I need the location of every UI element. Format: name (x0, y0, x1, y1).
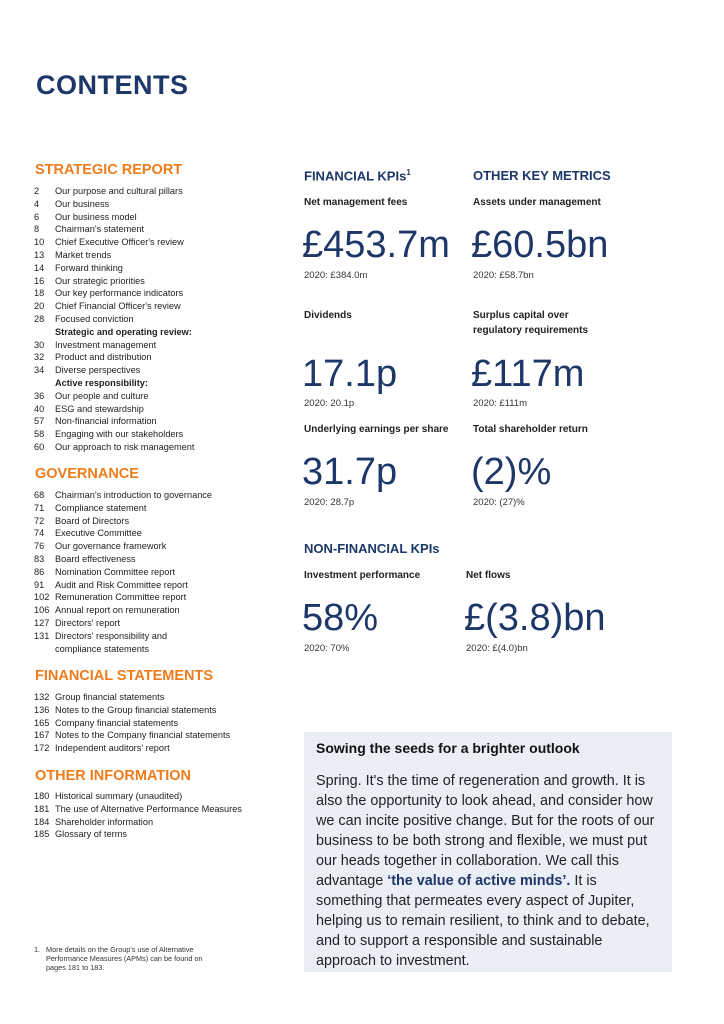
toc-entry (34, 742, 230, 755)
dividends-prior: 2020: 20.1p (304, 398, 355, 409)
investment-performance-label: Investment performance (304, 570, 421, 581)
toc-entry-label: Executive Committee (55, 528, 142, 539)
toc-entry-label: Chief Financial Officer's review (55, 301, 181, 312)
toc-entry-label: Our key performance indicators (55, 288, 184, 299)
callout-emphasis: ‘the value of active minds’. (387, 873, 571, 889)
tsr-value: (2)% (471, 451, 552, 493)
toc-entry-label: Historical summary (unaudited) (55, 791, 183, 801)
toc-page-number: 72 (34, 515, 45, 526)
toc-entry (34, 579, 212, 592)
toc-entry (34, 527, 212, 540)
toc-entry-label: Our business model (55, 211, 137, 222)
toc-page-number: 58 (34, 429, 45, 440)
toc-page-number: 127 (34, 617, 50, 628)
toc-entry-label: Our business (55, 198, 110, 209)
toc-page-number: 6 (34, 211, 40, 222)
toc-entry-label: Independent auditors' report (55, 743, 170, 754)
toc-entry (34, 339, 194, 352)
toc-entry (34, 415, 194, 428)
toc-entry (34, 262, 194, 275)
net-flows-label: Net flows (466, 570, 511, 581)
toc-entry (34, 566, 212, 579)
toc-page-number: 36 (34, 390, 45, 401)
toc-entry (34, 816, 242, 829)
toc-page-number: 60 (34, 441, 45, 452)
page-title: CONTENTS (36, 70, 189, 100)
financial-kpis-heading: FINANCIAL KPIs$^1$ (304, 168, 411, 184)
toc-entry-label: Compliance statement (55, 502, 147, 513)
toc-entry (34, 790, 242, 803)
toc-page-number: 181 (34, 803, 50, 814)
investment-performance-prior: 2020: 70% (304, 643, 350, 654)
toc-entry (34, 249, 194, 262)
governance-list (34, 489, 212, 655)
toc-entry-label: Notes to the Group financial statements (55, 704, 217, 715)
toc-entry-label: Group financial statements (55, 692, 165, 702)
toc-page-number: 13 (34, 249, 45, 260)
dividends-label: Dividends (304, 310, 352, 321)
toc-entry-label: Chairman's introduction to governance (55, 490, 213, 500)
toc-entry (34, 275, 194, 288)
toc-entry-label: Focused conviction (55, 313, 134, 324)
toc-entry-label: Chief Executive Officer's review (55, 237, 184, 248)
toc-entry (34, 630, 212, 656)
toc-entry-label: Glossary of terms (55, 829, 127, 840)
tsr-prior: 2020: (27)% (473, 497, 525, 508)
toc-entry (34, 185, 194, 198)
toc-entry (34, 617, 212, 630)
toc-entry (34, 489, 212, 502)
dividends-value: 17.1p (302, 353, 398, 395)
toc-page-number: 131 (34, 630, 50, 641)
callout-title: Sowing the seeds for a brighter outlook (316, 740, 580, 756)
eps-value: 31.7p (302, 451, 398, 493)
toc-page-number: 57 (34, 416, 45, 427)
callout-body: Spring. It's the time of regeneration and growth. It is also the opportunity to look ahead, and consider how we can incite positive change. But for the roots of our business to be both strong and flexible, we must put our heads together in collaboration. We call this advantage ‘the value of active minds’. It is something that permeates every aspect of Jupiter, helping us to remain resilient, to think and to debate, and to support a responsible and sustainable approach to investment. (316, 773, 655, 969)
surplus-capital-prior: 2020: £111m (473, 398, 528, 409)
toc-page-number: 28 (34, 313, 45, 324)
toc-entry-label: Diverse perspectives (55, 365, 141, 376)
toc-entry (34, 300, 194, 313)
toc-entry (34, 287, 194, 300)
toc-entry-label: Board effectiveness (55, 553, 136, 564)
toc-entry (34, 403, 194, 416)
toc-page-number: 20 (34, 301, 45, 312)
toc-page-number: 34 (34, 365, 45, 376)
toc-entry (34, 691, 230, 704)
toc-entry-label: Board of Directors (55, 515, 130, 526)
toc-entry-label: Forward thinking (55, 262, 123, 273)
other-information-list (34, 790, 242, 841)
toc-page-number: 106 (34, 605, 50, 616)
toc-page-number: 136 (34, 704, 50, 715)
toc-entry (34, 390, 194, 403)
toc-page-number: 184 (34, 816, 50, 827)
toc-page-number: 40 (34, 403, 45, 414)
toc-entry (34, 364, 194, 377)
toc-page-number: 83 (34, 553, 45, 564)
toc-entry (34, 828, 242, 841)
toc-entry-label: Our purpose and cultural pillars (55, 186, 183, 196)
toc-entry-label: Active responsibility: (55, 377, 148, 388)
toc-entry-label: ESG and stewardship (55, 403, 144, 414)
toc-page-number: 71 (34, 502, 45, 513)
toc-page-number: 30 (34, 339, 45, 350)
toc-entry (34, 729, 230, 742)
surplus-capital-value: £117m (471, 353, 585, 395)
toc-entry-label: Audit and Risk Committee report (55, 579, 188, 590)
toc-entry-label: Shareholder information (55, 816, 154, 827)
toc-entry-label: Market trends (55, 249, 112, 260)
toc-entry (34, 326, 194, 339)
toc-entry-label: Our strategic priorities (55, 275, 145, 286)
toc-page-number: 91 (34, 579, 45, 590)
toc-entry (34, 236, 194, 249)
toc-entry-label: Company financial statements (55, 717, 179, 728)
governance-heading: GOVERNANCE (35, 466, 139, 482)
toc-page-number: 102 (34, 592, 50, 603)
toc-page-number: 8 (34, 224, 40, 235)
toc-page-number: 180 (34, 791, 50, 801)
investment-performance-value: 58% (302, 597, 379, 639)
toc-entry-label: Our governance framework (55, 541, 167, 552)
aum-label: Assets under management (473, 197, 601, 208)
eps-label: Underlying earnings per share (304, 424, 449, 435)
toc-entry (34, 717, 230, 730)
toc-entry-label: Engaging with our stakeholders (55, 429, 184, 440)
toc-entry (34, 441, 194, 454)
toc-page-number (34, 326, 55, 339)
aum-prior: 2020: £58.7bn (473, 270, 534, 281)
toc-entry-label: Investment management (55, 339, 157, 350)
tsr-label: Total shareholder return (473, 424, 588, 435)
toc-page-number: 172 (34, 743, 50, 754)
toc-entry (34, 803, 242, 816)
toc-page-number: 14 (34, 262, 45, 273)
toc-entry (34, 502, 212, 515)
toc-entry-label: Non-financial information (55, 416, 157, 427)
toc-entry-label: Directors' responsibility and compliance statements (55, 630, 168, 654)
toc-entry (34, 591, 212, 604)
callout-box (304, 732, 672, 972)
net-fees-value: £453.7m (302, 224, 450, 266)
footnote (34, 945, 214, 972)
toc-entry (34, 515, 212, 528)
toc-entry-label: Chairman's statement (55, 224, 145, 235)
net-flows-prior: 2020: £(4.0)bn (466, 643, 528, 654)
toc-page-number: 10 (34, 237, 45, 248)
financial-statements-heading: FINANCIAL STATEMENTS (35, 668, 214, 684)
toc-entry (34, 211, 194, 224)
toc-page-number: 32 (34, 352, 45, 363)
aum-value: £60.5bn (471, 224, 609, 266)
toc-page-number: 68 (34, 490, 45, 500)
toc-page-number: 76 (34, 541, 45, 552)
toc-page-number: 165 (34, 717, 50, 728)
toc-entry (34, 704, 230, 717)
net-fees-prior: 2020: £384.0m (304, 270, 368, 281)
other-key-metrics-heading: OTHER KEY METRICS (473, 168, 611, 183)
net-flows-value: £(3.8)bn (464, 597, 606, 639)
other-information-heading: OTHER INFORMATION (35, 768, 191, 784)
footnote-number: 1. (34, 945, 41, 954)
toc-entry-label: Directors' report (55, 617, 121, 628)
non-financial-kpis-heading: NON-FINANCIAL KPIs (304, 541, 440, 556)
toc-page-number: 16 (34, 275, 45, 286)
toc-page-number: 74 (34, 528, 45, 539)
toc-entry (34, 540, 212, 553)
toc-entry (34, 604, 212, 617)
toc-page-number: 132 (34, 692, 50, 702)
toc-page-number: 167 (34, 730, 50, 741)
toc-page-number: 4 (34, 198, 40, 209)
toc-entry (34, 198, 194, 211)
net-fees-label: Net management fees (304, 197, 408, 208)
toc-entry (34, 351, 194, 364)
surplus-capital-label: Surplus capital over regulatory requirements (473, 310, 589, 336)
strategic-report-heading: STRATEGIC REPORT (35, 162, 183, 178)
strategic-report-list (34, 185, 194, 454)
toc-entry-label: Remuneration Committee report (55, 592, 187, 603)
toc-entry (34, 377, 194, 390)
toc-entry (34, 223, 194, 236)
toc-page-number: 18 (34, 288, 45, 299)
toc-entry-label: The use of Alternative Performance Measures (55, 803, 242, 814)
footnote-text: More details on the Group's use of Alternative Performance Measures (APMs) can be found on pages 181 to 183. (46, 945, 203, 972)
toc-entry (34, 313, 194, 326)
toc-entry-label: Annual report on remuneration (55, 605, 180, 616)
toc-entry-label: Notes to the Company financial statements (55, 730, 231, 741)
toc-entry-label: Nomination Committee report (55, 566, 175, 577)
toc-page-number: 86 (34, 566, 45, 577)
toc-entry-label: Product and distribution (55, 352, 152, 363)
eps-prior: 2020: 28.7p (304, 497, 355, 508)
toc-entry (34, 428, 194, 441)
toc-page-number (34, 377, 55, 390)
toc-page-number: 185 (34, 829, 50, 840)
financial-statements-list (34, 691, 230, 755)
toc-entry-label: Our approach to risk management (55, 441, 195, 452)
toc-page-number: 2 (34, 186, 40, 196)
toc-entry (34, 553, 212, 566)
toc-entry-label: Our people and culture (55, 390, 149, 401)
toc-entry-label: Strategic and operating review: (55, 326, 192, 337)
